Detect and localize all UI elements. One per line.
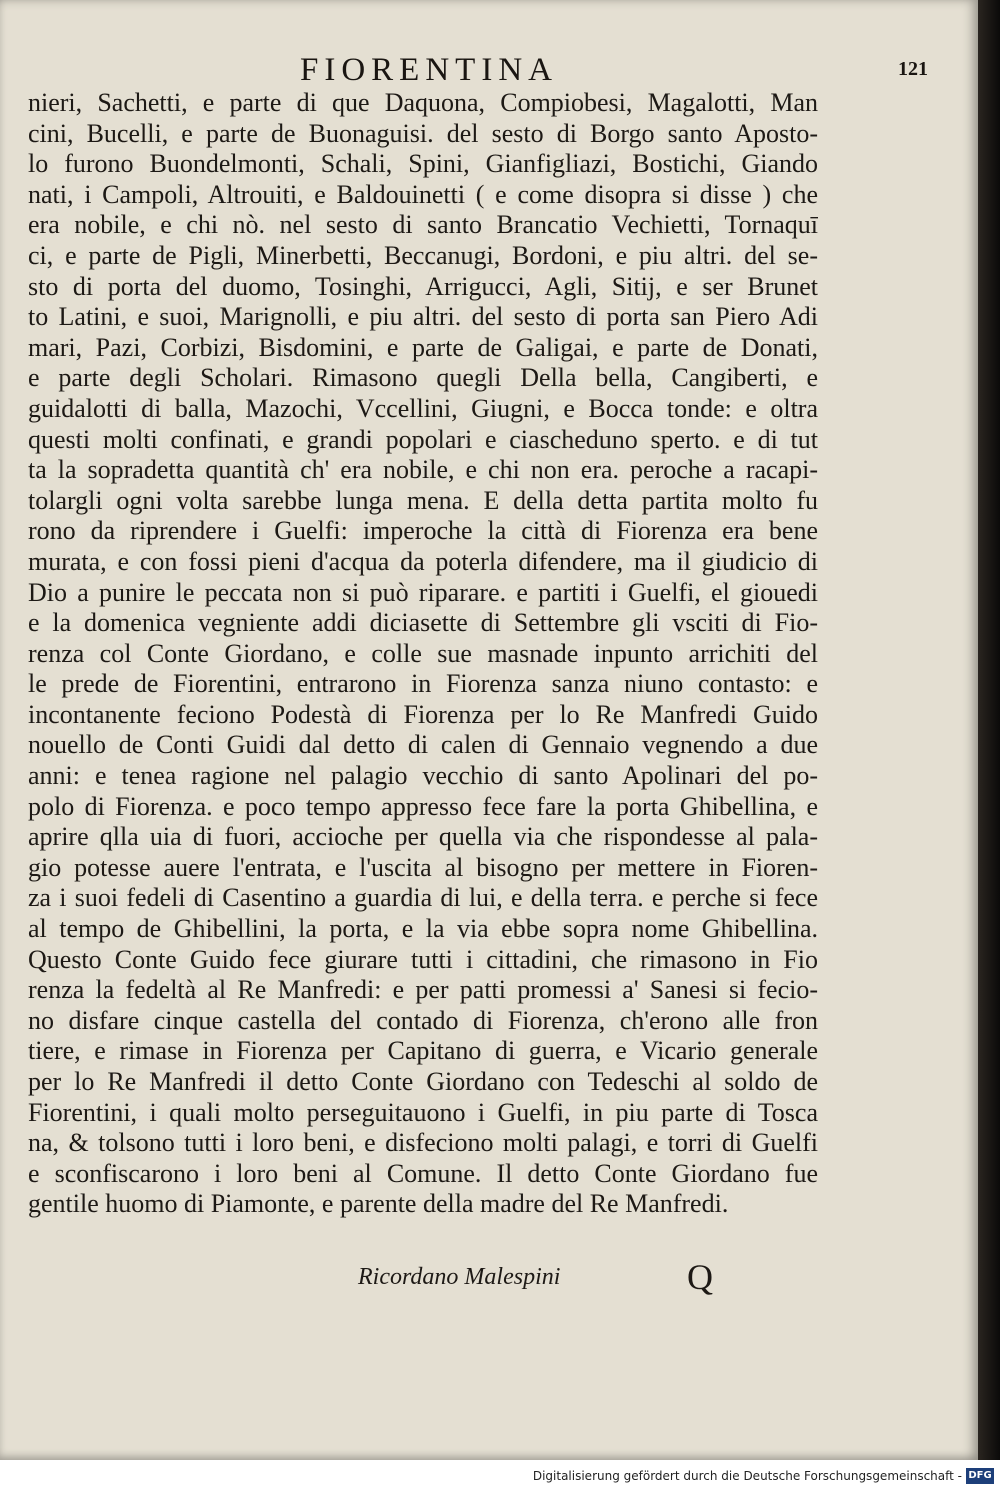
text-line: e sconfiscarono i loro beni al Comune. Il detto Conte Giordano fue — [28, 1158, 818, 1188]
running-head: FIORENTINA — [300, 52, 558, 88]
text-line: na, & tolsono tutti i loro beni, e disfeciono molti palagi, e torri di Guelfi — [28, 1128, 818, 1158]
dfg-logo-icon: DFG — [966, 1468, 994, 1484]
text-line: Questo Conte Guido fece giurare tutti i cittadini, che rimasono in Fio — [28, 944, 818, 974]
book-edge — [978, 0, 1000, 1460]
text-line: mari, Pazi, Corbizi, Bisdomini, e parte de Galigai, e parte de Donati, — [28, 332, 818, 362]
text-line: renza la fedeltà al Re Manfredi: e per patti promessi a' Sanesi si fecio- — [28, 975, 818, 1005]
text-line: polo di Fiorenza. e poco tempo appresso fece fare la porta Ghibellina, e — [28, 791, 818, 821]
text-line: nouello de Conti Guidi dal detto di calen di Gennaio vegnendo a due — [28, 730, 818, 760]
text-line: gio potesse auere l'entrata, e l'uscita al bisogno per mettere in Fioren- — [28, 852, 818, 882]
funding-bar — [0, 1460, 1000, 1493]
text-line: Fiorentini, i quali molto perseguitauono i Guelfi, in piu parte di Tosca — [28, 1097, 818, 1127]
text-line: al tempo de Ghibellini, la porta, e la via ebbe sopra nome Ghibellina. — [28, 914, 818, 944]
funding-text: Digitalisierung gefördert durch die Deutsche Forschungsgemeinschaft - — [532, 1469, 962, 1483]
text-line: ta la sopradetta quantità ch' era nobile, e chi non era. peroche a racapi- — [28, 455, 818, 485]
text-line: aprire qlla uia di fuori, accioche per quella via che rispondesse al pala- — [28, 822, 818, 852]
text-line: no disfare cinque castella del contado di Fiorenza, ch'erono alle fron — [28, 1005, 818, 1035]
text-line: lo furono Buondelmonti, Schali, Spini, Gianfigliazi, Bostichi, Giando — [28, 149, 818, 179]
text-line: nieri, Sachetti, e parte di que Daquona, Compiobesi, Magalotti, Man — [28, 88, 818, 117]
text-line: per lo Re Manfredi il detto Conte Giordano con Tedeschi al soldo de — [28, 1067, 818, 1096]
text-line: e la domenica vegniente addi diciasette di Settembre gli vsciti di Fio- — [28, 608, 818, 638]
text-line: to Latini, e suoi, Marignolli, e piu altri. del sesto di porta san Piero Adi — [28, 302, 818, 332]
text-line: Dio a punire le peccata non si può riparare. e partiti i Guelfi, el giouedi — [28, 577, 818, 607]
text-line: incontanente feciono Podestà di Fiorenza per lo Re Manfredi Guido — [28, 699, 818, 729]
signature-mark: Q — [687, 1257, 713, 1297]
text-line: anni: e tenea ragione nel palagio vecchio di santo Apolinari del po- — [28, 761, 818, 791]
text-line: questi molti confinati, e grandi popolari e ciascheduno sperto. e di tut — [28, 424, 818, 454]
text-line: guidalotti di balla, Mazochi, Vccellini, Giugni, e Bocca tonde: e oltra — [28, 393, 818, 423]
text-line: e parte degli Scholari. Rimasono quegli Della bella, Cangiberti, e — [28, 363, 818, 393]
text-line: rono da riprendere i Guelfi: imperoche la città di Fiorenza era bene — [28, 516, 818, 546]
text-line: za i suoi fedeli di Casentino a guardia di lui, e della terra. e perche si fece — [28, 883, 818, 913]
body-text — [28, 88, 818, 1220]
catchword-author: Ricordano Malespini — [358, 1264, 561, 1290]
text-line: gentile huomo di Piamonte, e parente della madre del Re Manfredi. — [28, 1189, 729, 1219]
text-line: nati, i Campoli, Altrouiti, e Baldouinetti ( e come disopra si disse ) che — [28, 179, 818, 209]
text-line: le prede de Fiorentini, entrarono in Fiorenza sanza niuno contasto: e — [28, 669, 818, 699]
page-number: 121 — [898, 58, 928, 80]
text-line: era nobile, e chi nò. nel sesto di santo Brancatio Vechietti, Tornaquī — [28, 210, 818, 240]
text-line: renza col Conte Giordano, e colle sue masnade inpunto arrichiti del — [28, 638, 818, 668]
text-line: cini, Bucelli, e parte de Buonaguisi. del sesto di Borgo santo Aposto- — [28, 118, 818, 148]
text-line: sto di porta del duomo, Tosinghi, Arrigucci, Agli, Sitij, e ser Brunet — [28, 271, 818, 301]
text-line: tolargli ogni volta sarebbe lunga mena. E della detta partita molto fu — [28, 485, 818, 515]
text-line: murata, e con fossi pieni d'acqua da poterla difendere, ma il giudicio di — [28, 546, 818, 576]
text-line: tiere, e rimase in Fiorenza per Capitano di guerra, e Vicario generale — [28, 1036, 818, 1066]
text-line: ci, e parte de Pigli, Minerbetti, Beccanugi, Bordoni, e piu altri. del se- — [28, 240, 818, 270]
